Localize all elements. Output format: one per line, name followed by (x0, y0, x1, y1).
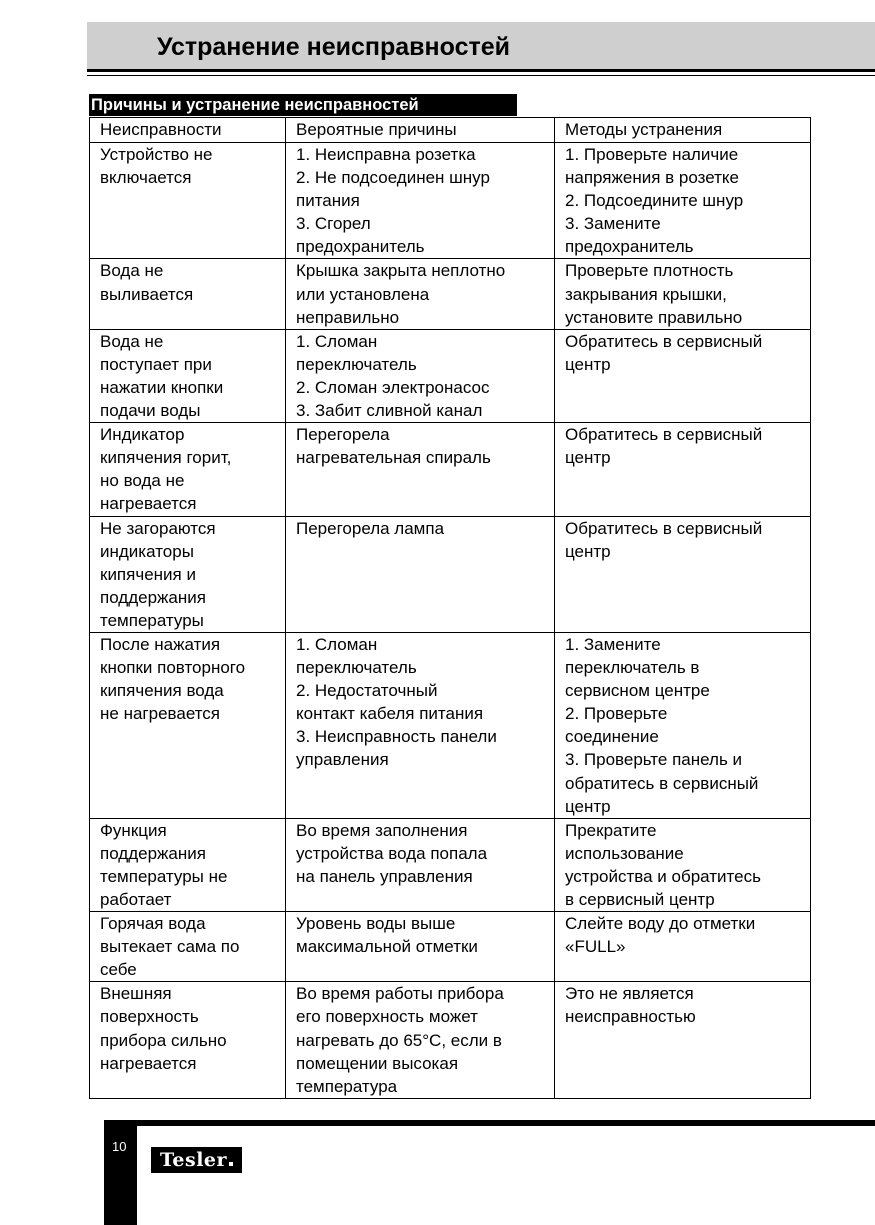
causes-cell (286, 143, 555, 259)
cell-line: Индикатор (100, 425, 185, 445)
cell-line: Крышка закрыта неплотно (296, 261, 506, 281)
cell-line: Устройство не (100, 145, 213, 164)
cell-line: или установлена (296, 284, 430, 304)
cell-line: на панель управления (296, 866, 473, 886)
cell-line: кипячения вода (100, 681, 224, 701)
cell-line: соединение (565, 727, 659, 747)
cell-line: выливается (100, 284, 194, 304)
problem-cell (90, 818, 286, 911)
cell-line: Функция (100, 820, 167, 840)
cell-line: Горячая вода (100, 914, 206, 934)
causes-cell (286, 259, 555, 329)
cell-line: вытекает сама по (100, 937, 240, 957)
cell-line: поверхность (100, 1007, 199, 1027)
header-fixes: Методы устранения (555, 118, 811, 143)
cell-line: 1. Сломан (296, 634, 378, 654)
problem-cell (90, 423, 286, 516)
cell-line: переключатель (296, 354, 417, 374)
title-divider-thin (87, 75, 875, 76)
cell-line: Внешняя (100, 984, 172, 1004)
cell-line: Обратитесь в сервисный (565, 331, 763, 351)
problem-cell (90, 912, 286, 982)
fixes-cell (555, 632, 811, 818)
title-divider (87, 69, 875, 72)
table-row (90, 423, 811, 516)
problem-cell (90, 632, 286, 818)
fixes-cell (555, 516, 811, 632)
cell-line: его поверхность может (296, 1007, 478, 1027)
cell-line: Обратитесь в сервисный (565, 425, 763, 445)
cell-line: 2. Недостаточный (296, 681, 438, 701)
cell-line: прибора сильно (100, 1030, 227, 1050)
logo-dot (229, 1162, 233, 1166)
cell-line: Прекратите (565, 820, 657, 840)
cell-line: 2. Подсоедините шнур (565, 191, 744, 211)
cell-line: контакт кабеля питания (296, 704, 484, 724)
table-row (90, 982, 811, 1098)
fixes-cell (555, 329, 811, 422)
cell-line: 1. Проверьте наличие (565, 145, 739, 164)
cell-line: Перегорела лампа (296, 518, 445, 538)
cell-line: неисправностью (565, 1007, 696, 1027)
causes-cell (286, 632, 555, 818)
cell-line: нагревательная спираль (296, 448, 491, 468)
cell-line: подачи воды (100, 401, 201, 421)
fixes-cell (555, 818, 811, 911)
fixes-cell (555, 982, 811, 1098)
cell-line: предохранитель (296, 237, 425, 257)
cell-line: После нажатия (100, 634, 221, 654)
cell-line: переключатель (296, 658, 417, 678)
table-row (90, 818, 811, 911)
cell-line: помещении высокая (296, 1053, 459, 1073)
cell-line: сервисном центре (565, 681, 710, 701)
cell-line: неправильно (296, 307, 400, 327)
cell-line: 1. Замените (565, 634, 661, 654)
cell-line: центр (565, 796, 611, 816)
causes-cell (286, 818, 555, 911)
section-heading: Причины и устранение неисправностей (89, 94, 517, 116)
cell-line: Во время работы прибора (296, 984, 504, 1004)
brand-logo-text: Tesler (159, 1149, 228, 1171)
cell-line: устройства и обратитесь (565, 866, 761, 886)
problem-cell (90, 259, 286, 329)
cell-line: в сервисный центр (565, 890, 715, 909)
cell-line: кипячения горит, (100, 448, 232, 468)
cell-line: нагревать до 65°C, если в (296, 1030, 502, 1050)
cell-line: «FULL» (565, 937, 626, 957)
cell-line: Не загораются (100, 518, 216, 538)
footer-rule (104, 1120, 875, 1126)
fixes-cell (555, 143, 811, 259)
cell-line: Во время заполнения (296, 820, 468, 840)
cell-line: закрывания крышки, (565, 284, 727, 304)
cell-line: Уровень воды выше (296, 914, 456, 934)
cell-line: Перегорела (296, 425, 390, 445)
fixes-cell (555, 259, 811, 329)
cell-line: максимальной отметки (296, 937, 478, 957)
cell-line: включается (100, 168, 192, 188)
header-causes: Вероятные причины (286, 118, 555, 143)
problem-cell (90, 516, 286, 632)
cell-line: центр (565, 541, 611, 561)
page-number: 10 (112, 1139, 127, 1154)
cell-line: 2. Сломан электронасос (296, 377, 490, 397)
cell-line: 2. Проверьте (565, 704, 668, 724)
cell-line: центр (565, 354, 611, 374)
cell-line: 3. Замените (565, 214, 661, 234)
cell-line: 3. Проверьте панель и (565, 750, 743, 770)
cell-line: не нагревается (100, 704, 221, 724)
table-row (90, 632, 811, 818)
page-title: Устранение неисправностей (157, 33, 511, 61)
cell-line: нажатии кнопки (100, 377, 224, 397)
table-header-row (90, 118, 811, 143)
cell-line: Это не является (565, 984, 694, 1004)
problem-cell (90, 143, 286, 259)
cell-line: 3. Забит сливной канал (296, 401, 483, 421)
cell-line: нагревается (100, 1053, 197, 1073)
table-row (90, 516, 811, 632)
cell-line: 3. Сгорел (296, 214, 371, 234)
cell-line: Обратитесь в сервисный (565, 518, 763, 538)
fixes-cell (555, 423, 811, 516)
problem-cell (90, 982, 286, 1098)
fixes-cell (555, 912, 811, 982)
cell-line: себе (100, 960, 137, 980)
causes-cell (286, 982, 555, 1098)
cell-line: Слейте воду до отметки (565, 914, 756, 934)
cell-line: 2. Не подсоединен шнур (296, 168, 490, 188)
problem-cell (90, 329, 286, 422)
cell-line: переключатель в (565, 658, 700, 678)
table-row (90, 912, 811, 982)
cell-line: температуры (100, 610, 204, 630)
cell-line: использование (565, 843, 684, 863)
brand-logo (151, 1147, 242, 1173)
cell-line: обратитесь в сервисный (565, 773, 759, 793)
table-row (90, 329, 811, 422)
troubleshooting-table (89, 117, 811, 1099)
cell-line: Вода не (100, 261, 164, 281)
cell-line: кипячения и (100, 564, 196, 584)
cell-line: 3. Неисправность панели (296, 727, 497, 747)
cell-line: Вода не (100, 331, 164, 351)
causes-cell (286, 516, 555, 632)
cell-line: центр (565, 448, 611, 468)
cell-line: температуры не (100, 866, 228, 886)
cell-line: устройства вода попала (296, 843, 488, 863)
cell-line: 1. Неисправна розетка (296, 145, 476, 164)
footer-side-bar (104, 1120, 137, 1225)
cell-line: напряжения в розетке (565, 168, 739, 188)
header-problem: Неисправности (90, 118, 286, 143)
cell-line: кнопки повторного (100, 658, 246, 678)
cell-line: нагревается (100, 494, 197, 514)
cell-line: температура (296, 1076, 398, 1096)
causes-cell (286, 329, 555, 422)
cell-line: установите правильно (565, 307, 743, 327)
cell-line: управления (296, 750, 389, 770)
cell-line: поддержания (100, 843, 206, 863)
cell-line: 1. Сломан (296, 331, 378, 351)
causes-cell (286, 423, 555, 516)
cell-line: индикаторы (100, 541, 194, 561)
causes-cell (286, 912, 555, 982)
cell-line: поступает при (100, 354, 212, 374)
cell-line: Проверьте плотность (565, 261, 734, 281)
cell-line: поддержания (100, 587, 206, 607)
table-row (90, 259, 811, 329)
table-row (90, 143, 811, 259)
cell-line: питания (296, 191, 360, 211)
cell-line: работает (100, 890, 172, 909)
cell-line: но вода не (100, 471, 185, 491)
cell-line: предохранитель (565, 237, 694, 257)
